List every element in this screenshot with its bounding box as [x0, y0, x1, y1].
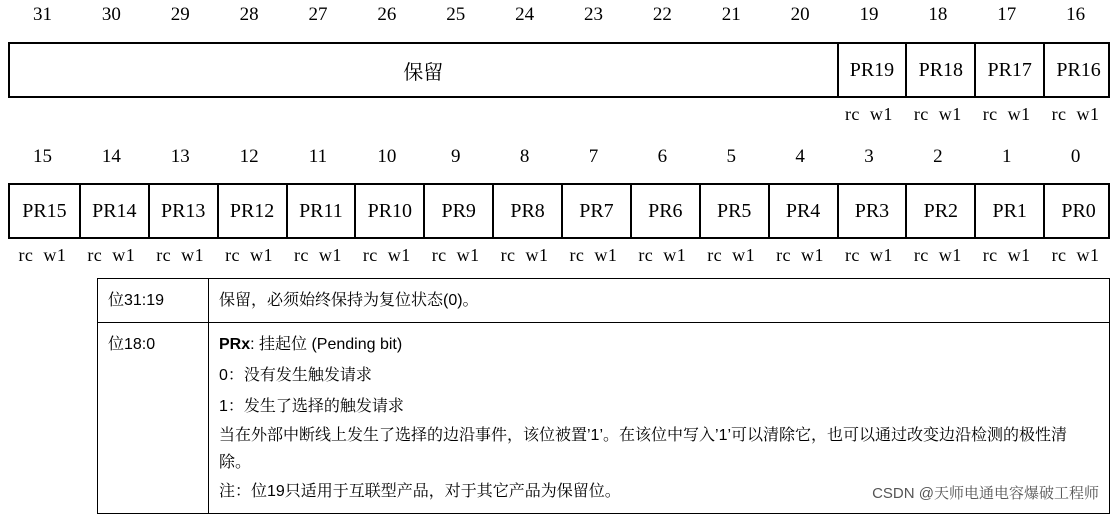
access-type: rc w1 [844, 245, 893, 265]
access-type: rc w1 [638, 245, 687, 265]
bit-number: 18 [928, 4, 948, 25]
register-field: PR3 [837, 185, 906, 237]
register-field: PR19 [837, 44, 906, 96]
register-field: PR11 [286, 185, 355, 237]
register-field: PR9 [423, 185, 492, 237]
field-name: PRx [219, 336, 251, 353]
access-type: rc w1 [982, 245, 1031, 265]
register-field: PR15 [22, 199, 67, 222]
bit-number: 9 [450, 146, 461, 167]
access-type: rc w1 [1051, 245, 1100, 265]
register-field: PR18 [905, 44, 974, 96]
register-field: PR0 [1043, 185, 1112, 237]
access-row-low [8, 245, 1110, 266]
access-type: rc w1 [913, 245, 962, 265]
register-field: PR14 [79, 185, 148, 237]
bit-number: 31 [32, 4, 52, 25]
access-type: rc w1 [913, 104, 962, 124]
register-field: PR17 [974, 44, 1043, 96]
value-1-desc: 1：发生了选择的触发请求 [219, 398, 404, 415]
bit-number: 22 [652, 4, 672, 25]
bit-number: 2 [933, 146, 943, 167]
access-type: rc w1 [982, 104, 1031, 124]
bit-number: 1 [1001, 146, 1012, 167]
bit-number: 0 [1070, 146, 1081, 167]
bit-range-label: 位18:0 [98, 323, 209, 514]
bit-number: 8 [519, 146, 530, 167]
bit-number: 19 [859, 4, 879, 25]
register-field: PR7 [561, 185, 630, 237]
bit-number: 27 [308, 4, 328, 25]
access-type: rc w1 [293, 245, 342, 265]
note-text: 注：位19只适用于互联型产品，对于其它产品为保留位。 [219, 483, 621, 500]
bit-description-table [97, 278, 1110, 514]
access-type: rc w1 [707, 245, 756, 265]
watermark: CSDN @天师电通电容爆破工程师 [872, 485, 1099, 502]
access-type: rc w1 [569, 245, 618, 265]
reserved-field: 保留 [403, 61, 444, 84]
access-type: rc w1 [362, 245, 411, 265]
behavior-desc: 当在外部中断线上发生了选择的边沿事件，该位被置’1’。在该位中写入’1’可以清除它，也可以通过改变边沿检测的极性清除。 [219, 427, 1068, 471]
bit-numbers-high [8, 4, 1110, 26]
field-desc: : 挂起位 (Pending bit) [250, 336, 403, 353]
bit-description: 保留，必须始终保持为复位状态(0)。 [209, 279, 1110, 323]
register-field: PR8 [492, 185, 561, 237]
bit-number: 25 [446, 4, 466, 25]
bit-number: 20 [790, 4, 810, 25]
bit-number: 11 [308, 146, 328, 167]
register-field: PR1 [974, 185, 1043, 237]
field-heading [219, 329, 1099, 360]
bit-number: 16 [1066, 4, 1086, 25]
bit-number: 24 [515, 4, 535, 25]
register-field: PR2 [905, 185, 974, 237]
access-type: rc w1 [776, 245, 825, 265]
bit-number: 30 [101, 4, 121, 25]
register-row-low [8, 183, 1110, 239]
register-field: PR4 [768, 185, 837, 237]
bit-number: 14 [101, 146, 121, 167]
bit-number: 15 [32, 146, 52, 167]
bit-number: 23 [583, 4, 603, 25]
register-field: PR12 [217, 185, 286, 237]
table-row [98, 279, 1110, 323]
bit-number: 7 [588, 146, 599, 167]
register-row-high [8, 42, 1110, 98]
bit-number: 4 [795, 146, 805, 167]
bit-number: 21 [721, 4, 741, 25]
access-type: rc w1 [844, 104, 893, 124]
register-field: PR10 [354, 185, 423, 237]
register-field: PR13 [148, 185, 217, 237]
access-type: rc w1 [1051, 104, 1100, 124]
bit-number: 13 [170, 146, 190, 167]
access-type: rc w1 [156, 245, 205, 265]
register-field: PR6 [630, 185, 699, 237]
bit-number: 12 [239, 146, 259, 167]
access-type: rc w1 [431, 245, 480, 265]
bit-number: 29 [170, 4, 190, 25]
access-row-high [8, 104, 1110, 125]
bit-number: 17 [997, 4, 1017, 25]
bit-numbers-low [8, 146, 1110, 168]
bit-number: 10 [377, 146, 397, 167]
bit-number: 3 [864, 146, 874, 167]
register-field: PR16 [1043, 44, 1112, 96]
access-type: rc w1 [87, 245, 136, 265]
register-field: PR5 [699, 185, 768, 237]
bit-range-label: 位31:19 [98, 279, 209, 323]
access-type: rc w1 [18, 245, 67, 265]
bit-number: 28 [239, 4, 259, 25]
bit-number: 26 [377, 4, 397, 25]
value-0-desc: 0：没有发生触发请求 [219, 367, 372, 384]
access-type: rc w1 [225, 245, 274, 265]
bit-number: 6 [657, 146, 668, 167]
bit-number: 5 [726, 146, 736, 167]
access-type: rc w1 [500, 245, 549, 265]
